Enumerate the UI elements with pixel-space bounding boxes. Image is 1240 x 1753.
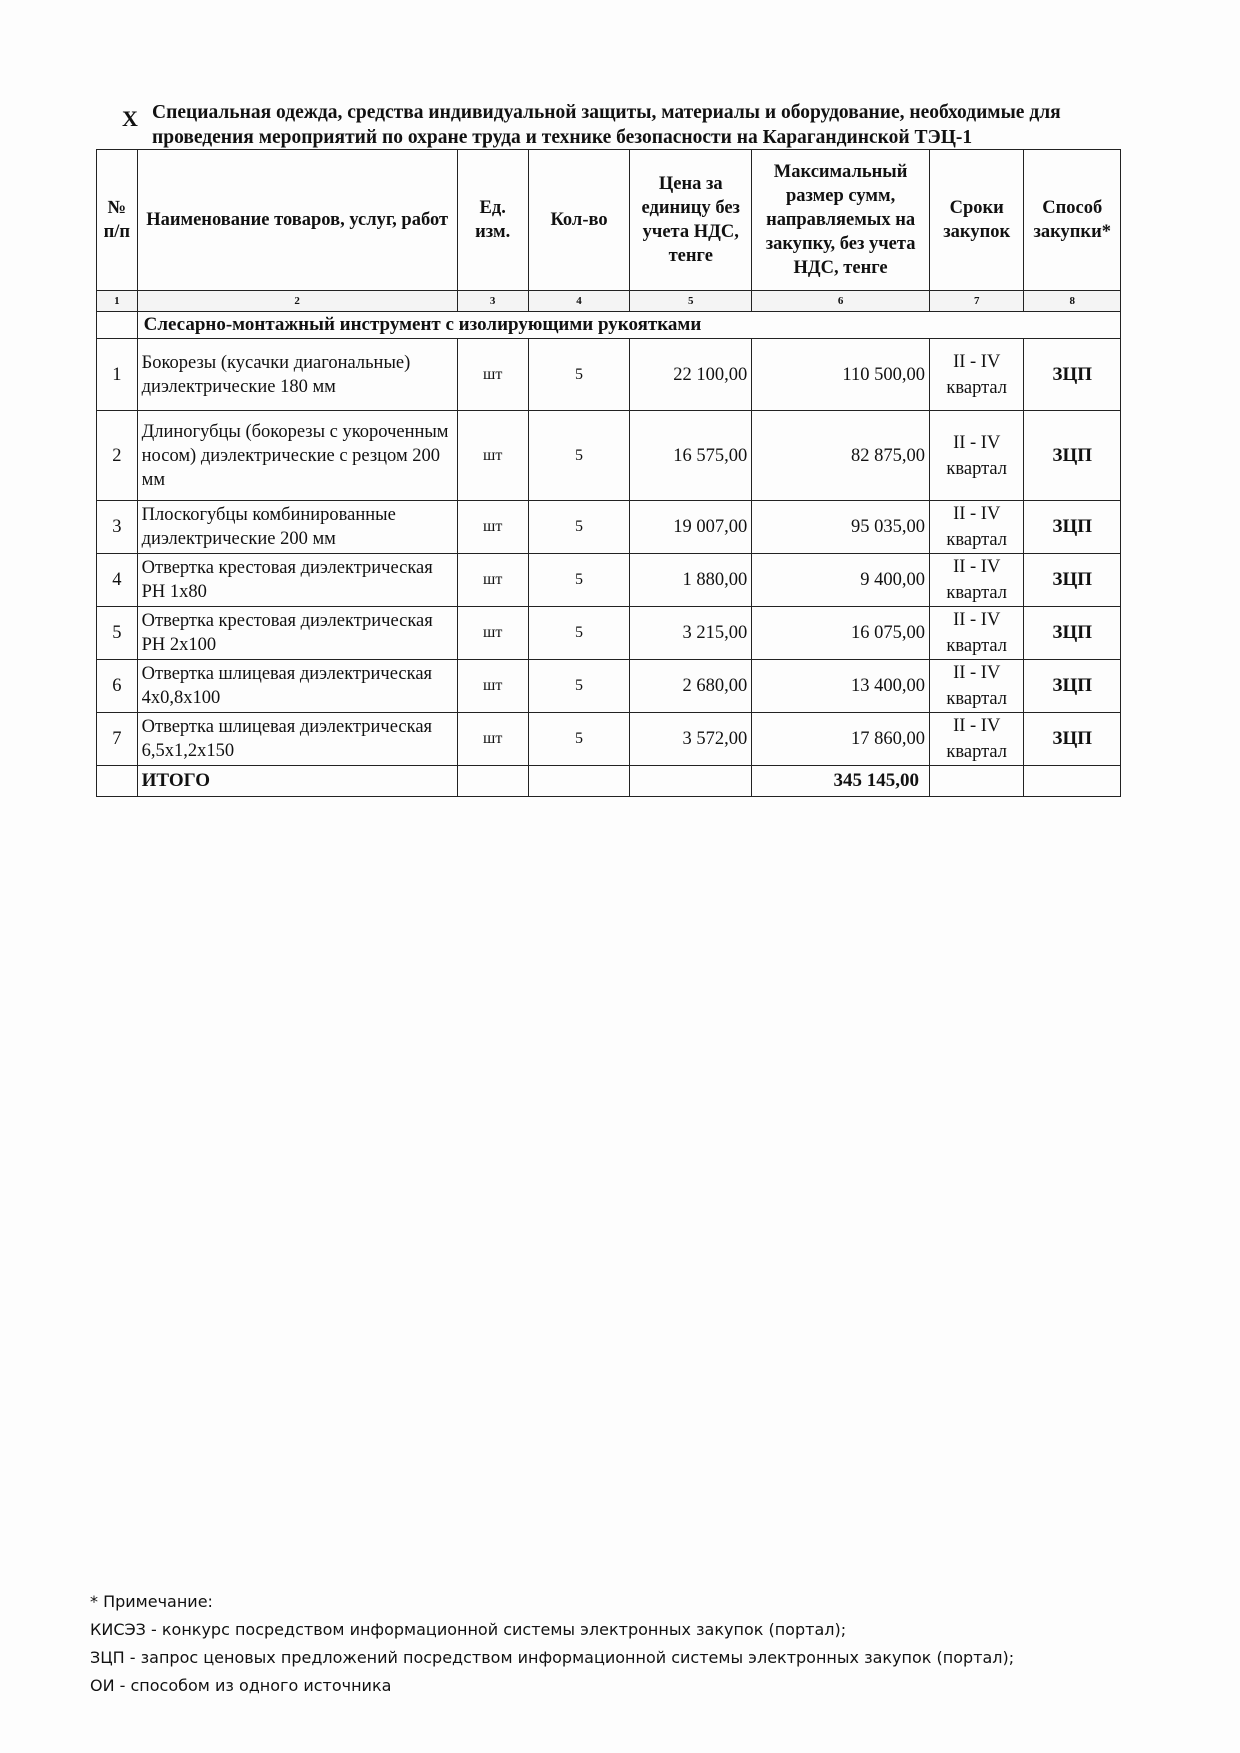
total-row — [97, 766, 1121, 797]
item-name: Длиногубцы (бокорезы с укороченным носом) диэлектрические с резцом 200 мм — [137, 411, 457, 501]
header-name: Наименование товаров, услуг, работ — [137, 150, 457, 291]
item-price: 22 100,00 — [630, 339, 752, 411]
item-sum: 82 875,00 — [752, 411, 930, 501]
item-name: Отвертка шлицевая диэлектрическая 4х0,8х100 — [137, 660, 457, 713]
item-sum: 13 400,00 — [752, 660, 930, 713]
item-period: II - IV квартал — [929, 607, 1023, 660]
table-row — [97, 554, 1121, 607]
item-period: II - IV квартал — [929, 339, 1023, 411]
total-spacer — [97, 766, 138, 797]
item-unit: шт — [457, 339, 528, 411]
section-spacer — [97, 312, 138, 339]
table-row — [97, 713, 1121, 766]
item-method: ЗЦП — [1024, 501, 1121, 554]
item-price: 3 215,00 — [630, 607, 752, 660]
procurement-table — [96, 149, 1121, 797]
item-sum: 17 860,00 — [752, 713, 930, 766]
header-price: Цена за единицу без учета НДС, тенге — [630, 150, 752, 291]
row-number: 1 — [97, 339, 138, 411]
item-method: ЗЦП — [1024, 660, 1121, 713]
item-qty: 5 — [528, 501, 630, 554]
table-row — [97, 660, 1121, 713]
column-number: 7 — [929, 291, 1023, 312]
item-unit: шт — [457, 607, 528, 660]
item-qty: 5 — [528, 411, 630, 501]
header-qty: Кол-во — [528, 150, 630, 291]
item-qty: 5 — [528, 554, 630, 607]
item-price: 1 880,00 — [630, 554, 752, 607]
item-method: ЗЦП — [1024, 554, 1121, 607]
column-number: 2 — [137, 291, 457, 312]
item-period: II - IV квартал — [929, 660, 1023, 713]
column-number: 5 — [630, 291, 752, 312]
total-label: ИТОГО — [137, 766, 457, 797]
row-number: 5 — [97, 607, 138, 660]
footnote — [90, 1588, 1190, 1700]
item-sum: 9 400,00 — [752, 554, 930, 607]
total-blank — [457, 766, 528, 797]
footnote-line: ЗЦП - запрос ценовых предложений посредством информационной системы электронных закупок (портал); — [90, 1648, 1015, 1667]
header-unit: Ед. изм. — [457, 150, 528, 291]
item-unit: шт — [457, 411, 528, 501]
header-sum: Максимальный размер сумм, направляемых на закупку, без учета НДС, тенге — [752, 150, 930, 291]
footnote-line: КИСЭЗ - конкурс посредством информационной системы электронных закупок (портал); — [90, 1620, 847, 1639]
item-unit: шт — [457, 713, 528, 766]
item-period: II - IV квартал — [929, 713, 1023, 766]
item-method: ЗЦП — [1024, 339, 1121, 411]
table-row — [97, 339, 1121, 411]
item-unit: шт — [457, 501, 528, 554]
item-method: ЗЦП — [1024, 713, 1121, 766]
item-name: Бокорезы (кусачки диагональные) диэлектрические 180 мм — [137, 339, 457, 411]
item-sum: 16 075,00 — [752, 607, 930, 660]
total-sum: 345 145,00 — [752, 766, 930, 797]
section-title: Слесарно-монтажный инструмент с изолирующими рукоятками — [137, 312, 1120, 339]
row-number: 6 — [97, 660, 138, 713]
item-period: II - IV квартал — [929, 554, 1023, 607]
item-unit: шт — [457, 660, 528, 713]
item-qty: 5 — [528, 713, 630, 766]
table-row — [97, 411, 1121, 501]
row-number: 3 — [97, 501, 138, 554]
total-blank — [630, 766, 752, 797]
item-period: II - IV квартал — [929, 411, 1023, 501]
item-unit: шт — [457, 554, 528, 607]
column-number: 4 — [528, 291, 630, 312]
item-sum: 95 035,00 — [752, 501, 930, 554]
document-heading: Специальная одежда, средства индивидуальной защиты, материалы и оборудование, необходимые для проведения мероприятий по охране труда и технике безопасности на Карагандинской ТЭЦ-1 — [152, 102, 1061, 148]
total-blank — [1024, 766, 1121, 797]
item-qty: 5 — [528, 607, 630, 660]
row-number: 7 — [97, 713, 138, 766]
footnote-line: ОИ - способом из одного источника — [90, 1676, 392, 1695]
header-period: Сроки закупок — [929, 150, 1023, 291]
item-name: Отвертка крестовая диэлектрическая PH 2x100 — [137, 607, 457, 660]
header-num: № п/п — [97, 150, 138, 291]
item-method: ЗЦП — [1024, 607, 1121, 660]
item-qty: 5 — [528, 660, 630, 713]
row-number: 4 — [97, 554, 138, 607]
item-qty: 5 — [528, 339, 630, 411]
item-price: 19 007,00 — [630, 501, 752, 554]
column-number-row — [97, 291, 1121, 312]
table-row — [97, 607, 1121, 660]
header-row — [97, 150, 1121, 291]
section-row — [97, 312, 1121, 339]
item-name: Отвертка крестовая диэлектрическая PH 1x80 — [137, 554, 457, 607]
item-sum: 110 500,00 — [752, 339, 930, 411]
row-number: 2 — [97, 411, 138, 501]
item-name: Плоскогубцы комбинированные диэлектрические 200 мм — [137, 501, 457, 554]
table-row — [97, 501, 1121, 554]
column-number: 6 — [752, 291, 930, 312]
item-name: Отвертка шлицевая диэлектрическая 6,5х1,2х150 — [137, 713, 457, 766]
total-blank — [929, 766, 1023, 797]
column-number: 8 — [1024, 291, 1121, 312]
total-blank — [528, 766, 630, 797]
item-price: 3 572,00 — [630, 713, 752, 766]
item-price: 16 575,00 — [630, 411, 752, 501]
item-method: ЗЦП — [1024, 411, 1121, 501]
page-mark: X — [122, 106, 138, 131]
item-price: 2 680,00 — [630, 660, 752, 713]
column-number: 3 — [457, 291, 528, 312]
item-period: II - IV квартал — [929, 501, 1023, 554]
footnote-title: * Примечание: — [90, 1592, 213, 1611]
column-number: 1 — [97, 291, 138, 312]
header-method: Способ закупки* — [1024, 150, 1121, 291]
